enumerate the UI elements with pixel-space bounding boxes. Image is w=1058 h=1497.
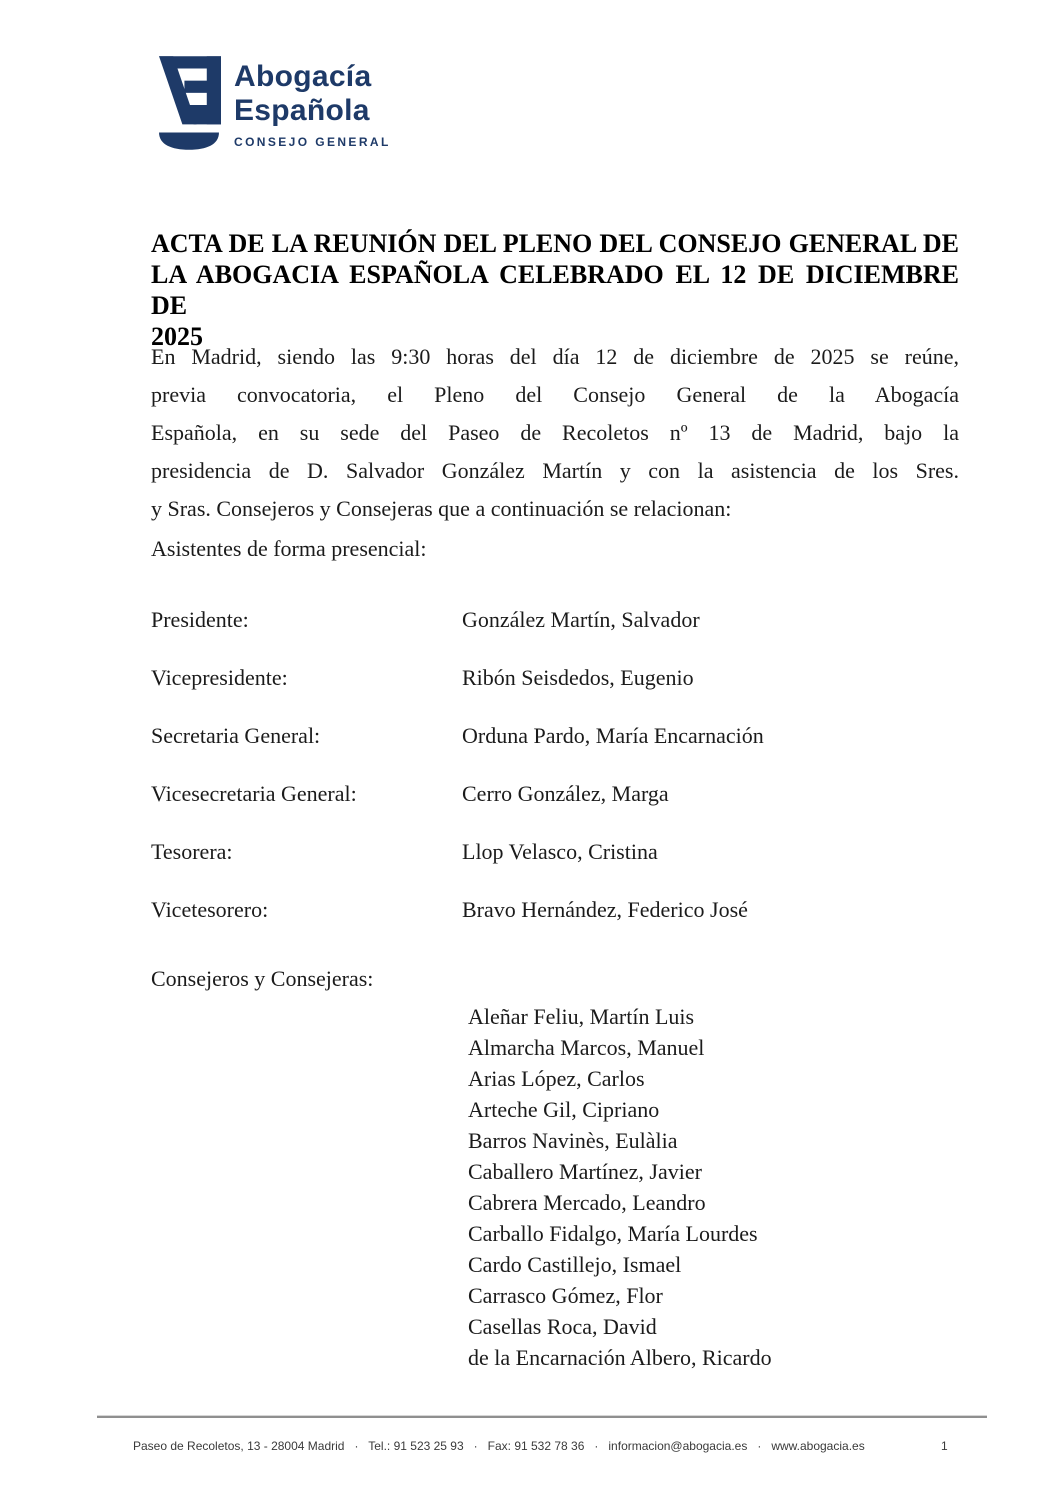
officer-name: Cerro González, Marga: [462, 781, 669, 806]
council-member-name: Carrasco Gómez, Flor: [468, 1283, 663, 1308]
council-member-name: Carballo Fidalgo, María Lourdes: [468, 1221, 758, 1246]
council-member-name: Almarcha Marcos, Manuel: [468, 1035, 705, 1060]
officer-role-label: Vicesecretaria General:: [151, 781, 357, 806]
council-members-list: [468, 1001, 772, 1373]
intro-paragraph-line: presidencia de D. Salvador González Martín y con la asistencia de los Sres.: [151, 458, 959, 483]
council-member-name: Arias López, Carlos: [468, 1066, 645, 1091]
council-members-heading: Consejeros y Consejeras:: [151, 966, 374, 991]
officer-name: González Martín, Salvador: [462, 607, 700, 632]
officer-role-label: Tesorera:: [151, 839, 233, 864]
officer-role-label: Presidente:: [151, 607, 249, 632]
officer-role-row: [151, 720, 959, 778]
attendance-heading: Asistentes de forma presencial:: [151, 536, 427, 561]
officer-role-row: [151, 778, 959, 836]
officer-role-row: [151, 662, 959, 720]
page-number: 1: [941, 1439, 948, 1453]
officer-role-row: [151, 836, 959, 894]
officer-role-row: [151, 604, 959, 662]
intro-paragraph-line: previa convocatoria, el Pleno del Consejo General de la Abogacía: [151, 382, 959, 407]
officer-role-label: Secretaria General:: [151, 723, 321, 748]
document-title-line: ACTA DE LA REUNIÓN DEL PLENO DEL CONSEJO GENERAL DE: [151, 229, 959, 258]
document-title: [151, 228, 959, 352]
officer-name: Ribón Seisdedos, Eugenio: [462, 665, 694, 690]
intro-paragraph-line: Española, en su sede del Paseo de Recoletos nº 13 de Madrid, bajo la: [151, 420, 959, 445]
logo-wordmark: [234, 56, 391, 149]
brand-name-line1: Abogacía: [234, 60, 372, 93]
officer-name: Bravo Hernández, Federico José: [462, 897, 748, 922]
council-member-name: Cabrera Mercado, Leandro: [468, 1190, 706, 1215]
document-title-line: LA ABOGACIA ESPAÑOLA CELEBRADO EL 12 DE DICIEMBRE DE: [151, 260, 959, 320]
officer-name: Orduna Pardo, María Encarnación: [462, 723, 764, 748]
council-member-name: de la Encarnación Albero, Ricardo: [468, 1345, 772, 1370]
council-member-name: Casellas Roca, David: [468, 1314, 657, 1339]
officer-role-row: [151, 894, 959, 952]
brand-name-line2: Española: [234, 94, 370, 127]
document-title-line: 2025: [151, 322, 203, 351]
intro-paragraph-line: y Sras. Consejeros y Consejeras que a continuación se relacionan:: [151, 496, 732, 521]
officer-name: Llop Velasco, Cristina: [462, 839, 658, 864]
council-member-name: Arteche Gil, Cipriano: [468, 1097, 660, 1122]
abogacia-logo: [157, 56, 391, 150]
officer-role-label: Vicetesorero:: [151, 897, 269, 922]
officer-role-label: Vicepresidente:: [151, 665, 288, 690]
council-member-name: Barros Navinès, Eulàlia: [468, 1128, 678, 1153]
intro-paragraph: [151, 338, 959, 528]
footer-divider: [97, 1416, 987, 1418]
officer-roles-list: [151, 604, 959, 952]
council-member-name: Aleñar Feliu, Martín Luis: [468, 1004, 695, 1029]
council-member-name: Cardo Castillejo, Ismael: [468, 1252, 682, 1277]
intro-paragraph-line: En Madrid, siendo las 9:30 horas del día 12 de diciembre de 2025 se reúne,: [151, 344, 959, 369]
footer-contact-info: Paseo de Recoletos, 13 - 28004 Madrid · Tel.: 91 523 25 93 · Fax: 91 532 78 36 · informacion@abogacia.es · www.abogacia.es: [133, 1439, 865, 1453]
council-member-name: Caballero Martínez, Javier: [468, 1159, 702, 1184]
brand-subtitle: CONSEJO GENERAL: [234, 135, 391, 149]
abogacia-ae-monogram-icon: [157, 56, 221, 150]
